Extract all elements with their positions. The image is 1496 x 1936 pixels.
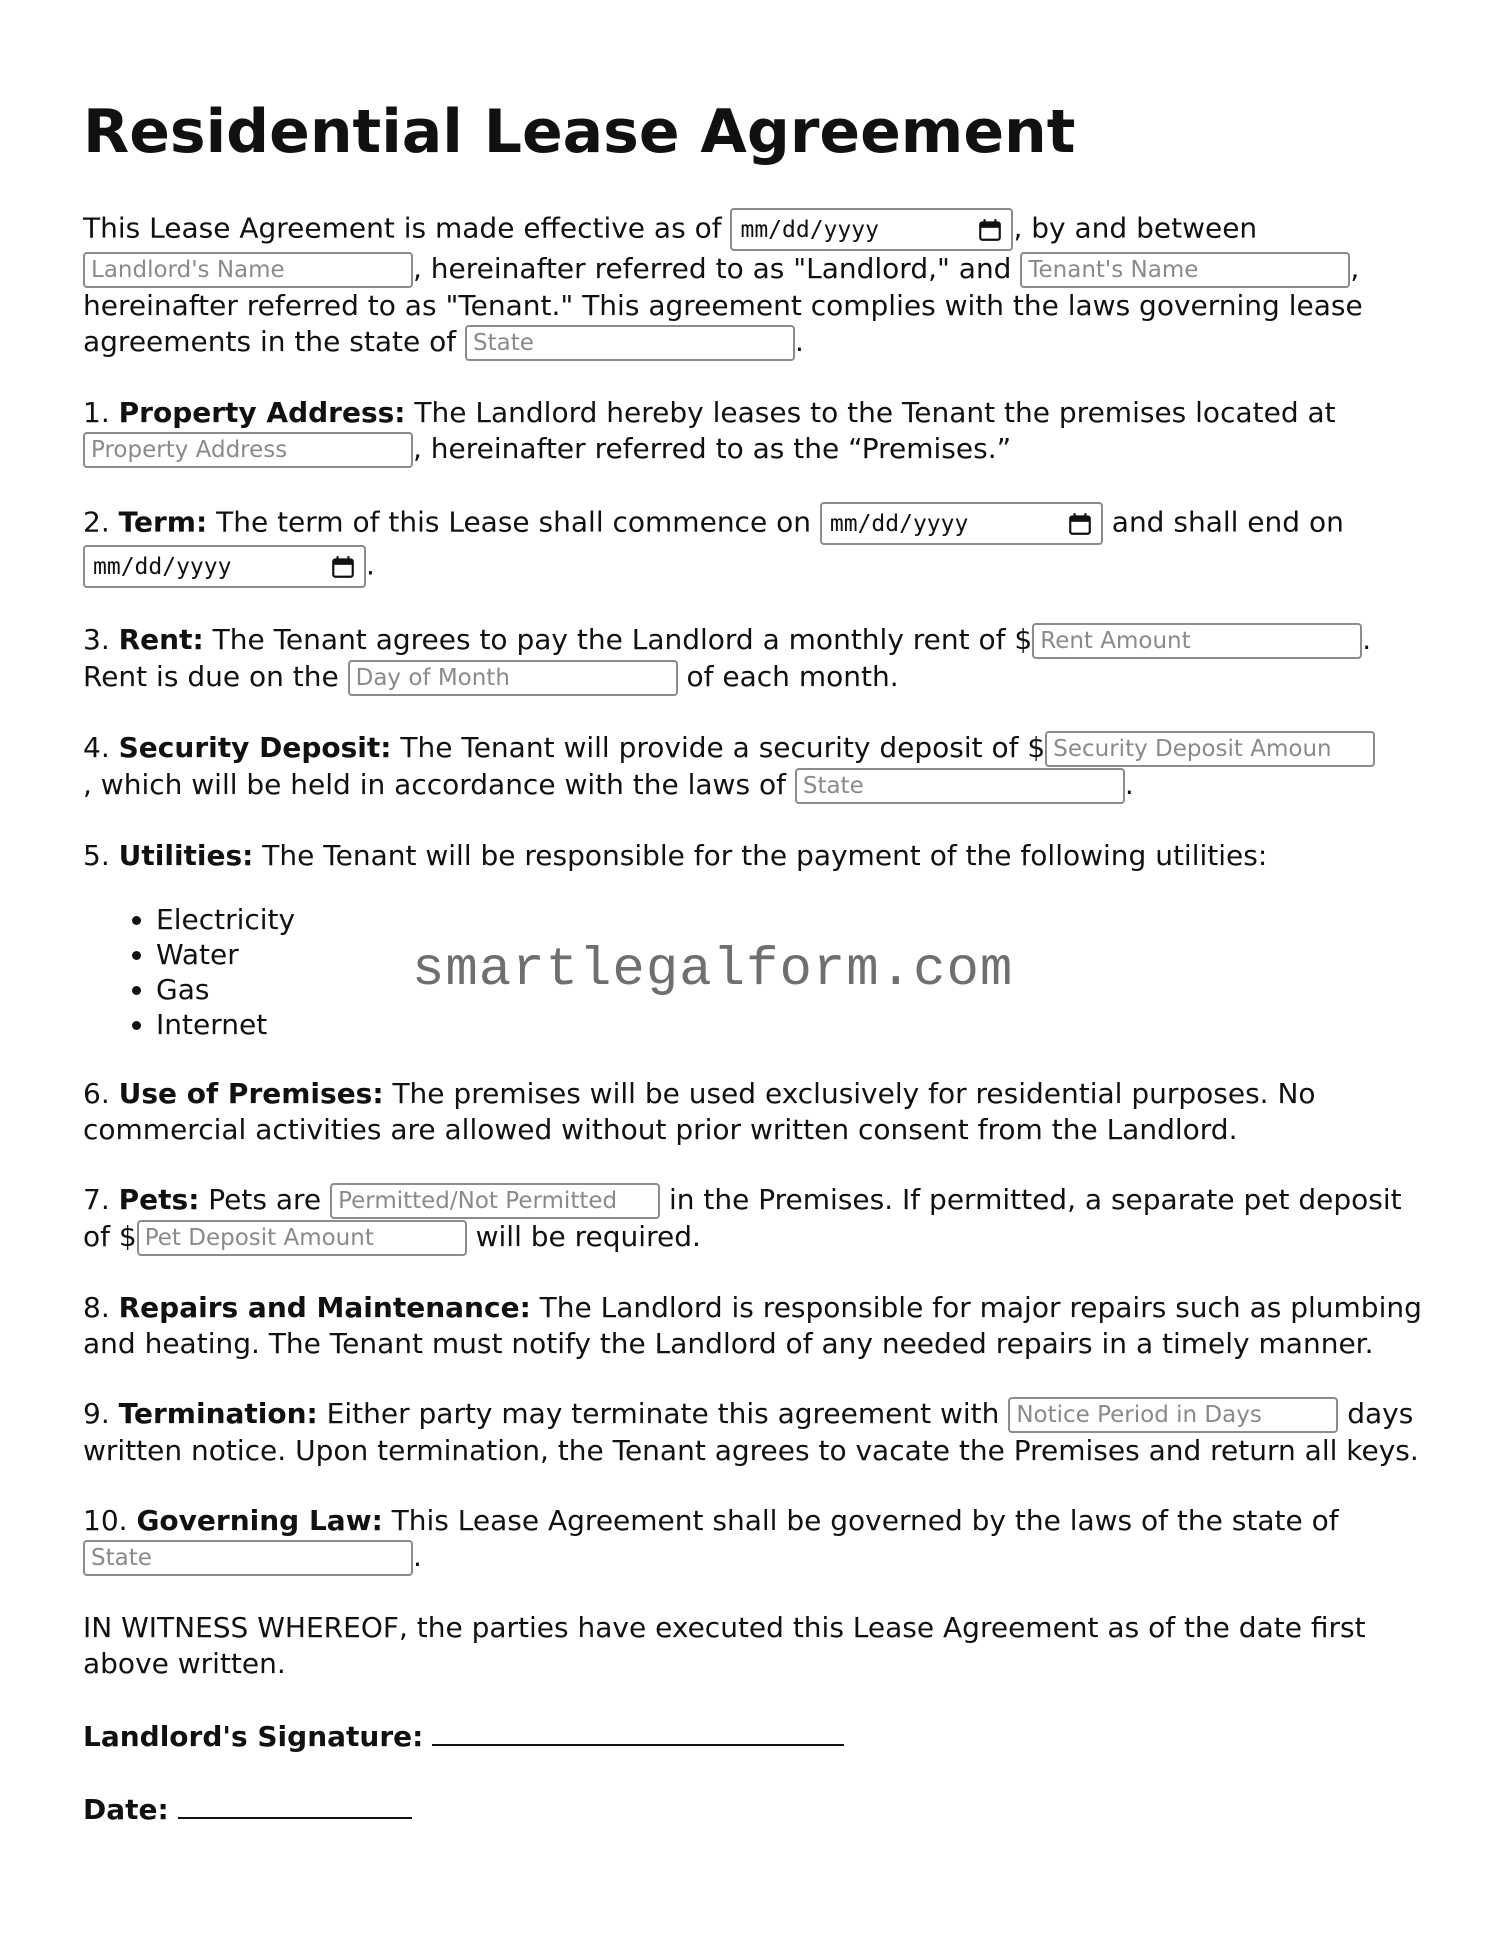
section-number: 1. bbox=[83, 396, 110, 429]
section-property-address bbox=[83, 395, 1423, 468]
section-text: The Landlord is responsible for major repairs such as plumbing and heating. The Tenant must notify the Landlord of any needed repairs in a timely manner. bbox=[83, 1291, 1422, 1360]
section-text: and shall end on bbox=[1111, 505, 1344, 539]
section-heading: Repairs and Maintenance: bbox=[118, 1291, 531, 1324]
effective-date-input[interactable] bbox=[730, 208, 1013, 251]
section-text: The Tenant will provide a security deposit of $ bbox=[400, 731, 1046, 764]
date-placeholder: mm/dd/yyyy bbox=[740, 216, 879, 243]
section-number: 6. bbox=[83, 1077, 110, 1110]
section-heading: Termination: bbox=[118, 1397, 318, 1430]
section-text: will be required. bbox=[475, 1220, 701, 1253]
section-text: Rent is due on the bbox=[83, 660, 339, 693]
section-number: 7. bbox=[83, 1183, 110, 1216]
section-security-deposit bbox=[83, 730, 1423, 804]
section-termination bbox=[83, 1396, 1423, 1469]
landlord-signature-row bbox=[83, 1716, 1423, 1755]
intro-paragraph bbox=[83, 208, 1423, 361]
section-use-of-premises bbox=[83, 1076, 1423, 1148]
rent-amount-input[interactable]: Rent Amount bbox=[1032, 623, 1362, 659]
page-title: Residential Lease Agreement bbox=[83, 97, 1076, 167]
intro-text: . bbox=[795, 325, 804, 358]
pet-deposit-input[interactable]: Pet Deposit Amount bbox=[137, 1220, 467, 1256]
section-text: . bbox=[413, 1540, 422, 1573]
section-text: Pets are bbox=[208, 1183, 322, 1216]
list-item: • Water bbox=[156, 937, 1423, 972]
signature-line[interactable] bbox=[432, 1716, 844, 1746]
notice-period-input[interactable]: Notice Period in Days bbox=[1008, 1397, 1338, 1433]
start-date-input[interactable] bbox=[820, 502, 1103, 545]
intro-text: , bbox=[1350, 252, 1360, 285]
list-item: • Gas bbox=[156, 972, 1423, 1007]
section-text: days written notice. Upon termination, the Tenant agrees to vacate the Premises and return all keys. bbox=[83, 1397, 1419, 1467]
watermark: smartlegalform.com bbox=[412, 940, 1014, 1001]
intro-text: This Lease Agreement is made effective as of bbox=[83, 211, 722, 245]
signature-label: Landlord's Signature: bbox=[83, 1720, 424, 1753]
section-number: 10. bbox=[83, 1504, 128, 1537]
witness-paragraph: IN WITNESS WHEREOF, the parties have executed this Lease Agreement as of the date first above written. bbox=[83, 1611, 1366, 1680]
calendar-icon[interactable] bbox=[977, 217, 1003, 243]
state-input[interactable]: State bbox=[83, 1540, 413, 1576]
section-governing-law bbox=[83, 1503, 1423, 1576]
section-heading: Property Address: bbox=[118, 396, 406, 429]
section-heading: Pets: bbox=[118, 1183, 200, 1216]
list-item: • Internet bbox=[156, 1007, 1423, 1042]
state-input[interactable]: State bbox=[795, 768, 1125, 804]
calendar-icon[interactable] bbox=[330, 554, 356, 580]
section-number: 3. bbox=[83, 623, 110, 656]
section-text: . bbox=[1124, 768, 1134, 801]
section-text: , hereinafter referred to as the “Premises.” bbox=[413, 432, 1012, 465]
date-line[interactable] bbox=[178, 1789, 412, 1819]
section-term bbox=[83, 502, 1423, 588]
date-label: Date: bbox=[83, 1793, 169, 1826]
property-address-input[interactable]: Property Address bbox=[83, 432, 413, 468]
calendar-icon[interactable] bbox=[1067, 511, 1093, 537]
date-row bbox=[83, 1789, 1423, 1828]
section-heading: Governing Law: bbox=[136, 1504, 383, 1537]
intro-text: , hereinafter referred to as "Landlord," and bbox=[413, 252, 1012, 285]
section-text: . bbox=[1362, 623, 1372, 656]
date-placeholder: mm/dd/yyyy bbox=[93, 553, 232, 580]
section-text: Either party may terminate this agreement with bbox=[326, 1397, 1000, 1430]
pets-permitted-input[interactable]: Permitted/Not Permitted bbox=[330, 1183, 660, 1219]
section-number: 5. bbox=[83, 839, 110, 872]
section-text: This Lease Agreement shall be governed by the laws of the state of bbox=[391, 1504, 1339, 1537]
section-text: The Landlord hereby leases to the Tenant the premises located at bbox=[414, 396, 1336, 429]
date-placeholder: mm/dd/yyyy bbox=[829, 510, 969, 537]
section-text: , which will be held in accordance with the laws of bbox=[83, 768, 786, 801]
state-input[interactable]: State bbox=[465, 325, 795, 361]
section-number: 4. bbox=[83, 731, 110, 764]
section-text: in the Premises. If permitted, a separate pet deposit of $ bbox=[83, 1183, 1402, 1253]
tenant-name-input[interactable]: Tenant's Name bbox=[1020, 252, 1350, 288]
section-heading: Term: bbox=[118, 505, 208, 539]
section-text: The Tenant agrees to pay the Landlord a monthly rent of $ bbox=[212, 623, 1033, 656]
landlord-name-input[interactable]: Landlord's Name bbox=[83, 252, 413, 288]
list-item: • Electricity bbox=[156, 902, 1423, 937]
section-text: The Tenant will be responsible for the payment of the following utilities: bbox=[262, 839, 1268, 872]
section-heading: Use of Premises: bbox=[118, 1077, 384, 1110]
security-deposit-input[interactable]: Security Deposit Amoun bbox=[1045, 731, 1375, 767]
section-text: The premises will be used exclusively for residential purposes. No commercial activities are allowed without prior written consent from the Landlord. bbox=[83, 1077, 1316, 1146]
section-text: . bbox=[366, 548, 375, 582]
section-heading: Rent: bbox=[118, 623, 204, 656]
end-date-input[interactable] bbox=[83, 545, 366, 588]
section-rent bbox=[83, 622, 1423, 696]
section-repairs bbox=[83, 1290, 1423, 1362]
section-number: 8. bbox=[83, 1291, 110, 1324]
section-utilities bbox=[83, 838, 1423, 874]
section-heading: Security Deposit: bbox=[118, 731, 392, 764]
section-text: The term of this Lease shall commence on bbox=[216, 505, 811, 539]
section-text: of each month. bbox=[686, 660, 899, 693]
section-number: 2. bbox=[83, 505, 110, 539]
section-number: 9. bbox=[83, 1397, 110, 1430]
section-pets bbox=[83, 1182, 1423, 1256]
intro-text: hereinafter referred to as "Tenant." This agreement complies with the laws governing lease agreements in the state of bbox=[83, 289, 1363, 358]
day-of-month-input[interactable]: Day of Month bbox=[348, 660, 678, 696]
section-heading: Utilities: bbox=[118, 839, 254, 872]
intro-text: , by and between bbox=[1013, 211, 1258, 245]
